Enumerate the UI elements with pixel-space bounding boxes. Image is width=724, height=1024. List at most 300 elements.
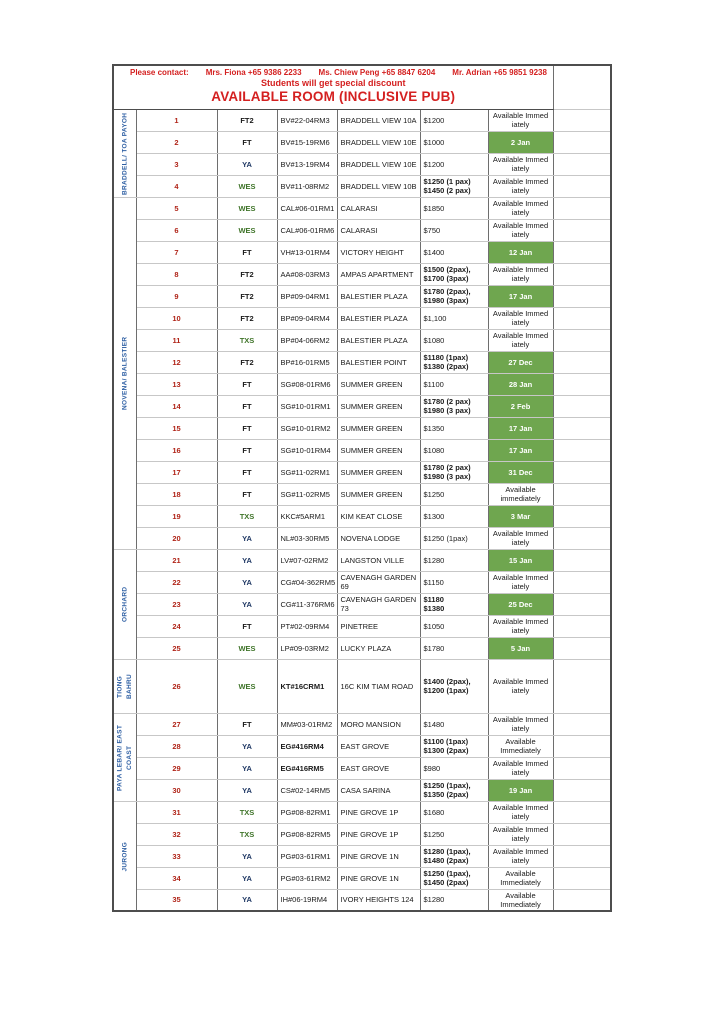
availability-date: 5 Jan (488, 637, 553, 659)
region-label-cell (113, 109, 136, 197)
property-name: BALESTIER PLAZA (337, 285, 420, 307)
table-row (113, 241, 611, 263)
unit-code: SG#11-02RM5 (277, 483, 337, 505)
unit-code: SG#10-01RM4 (277, 439, 337, 461)
availability-line: Available (505, 485, 536, 494)
row-number: 25 (136, 637, 217, 659)
empty-cell (553, 197, 611, 219)
room-type: FT (217, 395, 277, 417)
price (420, 637, 488, 659)
empty-cell (553, 757, 611, 779)
row-number: 20 (136, 527, 217, 549)
region-section (113, 801, 611, 911)
property-name: EAST GROVE (337, 735, 420, 757)
price-line: $1250 (1pax), (423, 869, 471, 878)
availability-date: 3 Mar (488, 505, 553, 527)
availability-line: Available Immed (492, 177, 549, 186)
table-row (113, 823, 611, 845)
price (420, 153, 488, 175)
unit-code: LV#07-02RM2 (277, 549, 337, 571)
region-section (113, 659, 611, 713)
room-type: YA (217, 735, 277, 757)
empty-cell (553, 439, 611, 461)
discount-subtitle: Students will get special discount (260, 78, 406, 88)
room-type: FT (217, 615, 277, 637)
price-line: $750 (423, 225, 441, 235)
availability-date: 31 Dec (488, 461, 553, 483)
price (420, 889, 488, 911)
room-type: WES (217, 197, 277, 219)
availability-sheet (112, 64, 610, 912)
region-label: NOVENA/ BALESTIER (121, 336, 129, 410)
table-row (113, 735, 611, 757)
availability (488, 845, 553, 867)
unit-code: CG#11-376RM6 (277, 593, 337, 615)
price-line: $1250 (423, 829, 445, 839)
row-number: 31 (136, 801, 217, 823)
property-name: SUMMER GREEN (337, 395, 420, 417)
room-type: YA (217, 889, 277, 911)
property-name: SUMMER GREEN (337, 483, 420, 505)
price-line: $1250 (1pax) (423, 533, 468, 543)
price (420, 845, 488, 867)
row-number: 21 (136, 549, 217, 571)
empty-cell (553, 571, 611, 593)
availability-line: immediately (500, 494, 541, 503)
row-number: 3 (136, 153, 217, 175)
empty-cell (553, 801, 611, 823)
empty-cell (553, 823, 611, 845)
price-line: $980 (423, 763, 441, 773)
property-name: AMPAS APARTMENT (337, 263, 420, 285)
row-number: 18 (136, 483, 217, 505)
row-number: 10 (136, 307, 217, 329)
room-type: FT (217, 483, 277, 505)
price-line: $1050 (423, 621, 445, 631)
table-row (113, 461, 611, 483)
price (420, 867, 488, 889)
availability-line: iately (511, 768, 530, 777)
row-number: 32 (136, 823, 217, 845)
price-line: $1400 (423, 247, 445, 257)
room-type: YA (217, 593, 277, 615)
unit-code: BV#22-04RM3 (277, 109, 337, 131)
price-line: $1380 (2pax) (423, 362, 469, 371)
price-line: $1,100 (423, 313, 447, 323)
price (420, 417, 488, 439)
unit-code: SG#11-02RM1 (277, 461, 337, 483)
price (420, 461, 488, 483)
empty-cell (553, 373, 611, 395)
room-type: FT (217, 417, 277, 439)
room-type: YA (217, 571, 277, 593)
empty-cell (553, 417, 611, 439)
availability (488, 307, 553, 329)
property-name: PINETREE (337, 615, 420, 637)
availability-line: Available (505, 890, 536, 900)
room-type: YA (217, 867, 277, 889)
room-type: WES (217, 637, 277, 659)
availability-line: iately (511, 686, 530, 695)
availability (488, 483, 553, 505)
unit-code: BP#09-04RM1 (277, 285, 337, 307)
availability-line: Available Immed (492, 759, 549, 768)
unit-code: EG#416RM5 (277, 757, 337, 779)
availability-line: Available Immed (492, 199, 549, 208)
availability (488, 801, 553, 823)
empty-cell (553, 735, 611, 757)
region-label: BRADDELL/ TOA PAYOH (121, 111, 129, 195)
empty-cell (553, 527, 611, 549)
price (420, 593, 488, 615)
table-row (113, 351, 611, 373)
price (420, 439, 488, 461)
empty-cell (553, 219, 611, 241)
empty-cell (553, 395, 611, 417)
property-name: BRADDELL VIEW 10B (337, 175, 420, 197)
availability (488, 713, 553, 735)
row-number: 8 (136, 263, 217, 285)
property-name: CASA SARINA (337, 779, 420, 801)
room-type: TXS (217, 801, 277, 823)
property-name: BRADDELL VIEW 10E (337, 131, 420, 153)
price-line: $1850 (423, 203, 445, 213)
availability-date: 12 Jan (488, 241, 553, 263)
price-line: $1200 (1pax) (423, 686, 469, 695)
availability (488, 219, 553, 241)
availability-line: Immediately (500, 899, 541, 909)
region-label: JURONG (121, 840, 129, 871)
room-type: FT (217, 241, 277, 263)
empty-cell (553, 779, 611, 801)
price (420, 329, 488, 351)
price (420, 713, 488, 735)
availability-line: Available Immed (492, 715, 549, 724)
row-number: 19 (136, 505, 217, 527)
property-name: SUMMER GREEN (337, 439, 420, 461)
region-section (113, 549, 611, 659)
unit-code: PG#03-61RM2 (277, 867, 337, 889)
unit-code: BP#16-01RM5 (277, 351, 337, 373)
price-line: $1300 (423, 511, 445, 521)
availability-line: Available Immed (492, 309, 549, 318)
availability-line: Available Immed (492, 221, 549, 230)
price (420, 659, 488, 713)
availability (488, 109, 553, 131)
unit-code: MM#03-01RM2 (277, 713, 337, 735)
availability-line: Available Immed (492, 825, 549, 834)
row-number: 16 (136, 439, 217, 461)
availability-line: Available Immed (492, 617, 549, 626)
contact-line (114, 68, 553, 77)
property-name: KIM KEAT CLOSE (337, 505, 420, 527)
property-name: LUCKY PLAZA (337, 637, 420, 659)
region-label-cell (113, 801, 136, 911)
property-name: EAST GROVE (337, 757, 420, 779)
property-name: BRADDELL VIEW 10A (337, 109, 420, 131)
available-rooms-table (112, 64, 612, 912)
empty-cell (553, 241, 611, 263)
empty-cell (553, 615, 611, 637)
price (420, 175, 488, 197)
unit-code: PT#02-09RM4 (277, 615, 337, 637)
region-label-cell (113, 659, 136, 713)
row-number: 6 (136, 219, 217, 241)
price-line: $1280 (423, 555, 445, 565)
property-name: CALARASI (337, 219, 420, 241)
table-row (113, 637, 611, 659)
availability-line: iately (511, 812, 530, 821)
price (420, 757, 488, 779)
price (420, 615, 488, 637)
empty-cell (553, 713, 611, 735)
property-name: 16C KIM TIAM ROAD (337, 659, 420, 713)
price-line: $1280 (423, 895, 445, 905)
unit-code: SG#08-01RM6 (277, 373, 337, 395)
price-line: $1480 (423, 719, 445, 729)
price-line: $1200 (423, 159, 445, 169)
contact-chiew-peng: Ms. Chiew Peng +65 8847 6204 (318, 68, 436, 77)
availability-line: Available Immed (492, 111, 549, 120)
unit-code: EG#416RM4 (277, 735, 337, 757)
price-line: $1400 (2pax), (423, 677, 471, 686)
availability-line: Available Immed (492, 155, 549, 164)
table-row (113, 153, 611, 175)
availability (488, 867, 553, 889)
contact-fiona: Mrs. Fiona +65 9386 2233 (205, 68, 302, 77)
unit-code: LP#09-03RM2 (277, 637, 337, 659)
price-line: $1980 (3 pax) (423, 472, 471, 481)
availability-line: Available Immed (492, 803, 549, 812)
price (420, 131, 488, 153)
room-type: WES (217, 219, 277, 241)
price-line: $1180 (1pax) (423, 353, 469, 362)
table-row (113, 659, 611, 713)
table-row (113, 263, 611, 285)
region-section (113, 197, 611, 549)
property-name: CALARASI (337, 197, 420, 219)
price (420, 109, 488, 131)
table-row (113, 395, 611, 417)
availability (488, 263, 553, 285)
region-label-cell (113, 197, 136, 549)
empty-cell (553, 263, 611, 285)
row-number: 33 (136, 845, 217, 867)
price-line: $1350 (2pax) (423, 790, 469, 799)
row-number: 5 (136, 197, 217, 219)
row-number: 26 (136, 659, 217, 713)
availability-line: iately (511, 538, 530, 547)
availability-date: 27 Dec (488, 351, 553, 373)
price-line: $1080 (423, 445, 445, 455)
availability (488, 615, 553, 637)
property-name: PINE GROVE 1N (337, 867, 420, 889)
table-row (113, 131, 611, 153)
property-name: VICTORY HEIGHT (337, 241, 420, 263)
empty-cell (553, 109, 611, 131)
room-type: WES (217, 659, 277, 713)
unit-code: CAL#06-01RM1 (277, 197, 337, 219)
region-label-cell (113, 713, 136, 801)
table-row (113, 549, 611, 571)
empty-cell (553, 659, 611, 713)
availability-line: iately (511, 120, 530, 129)
availability-line: iately (511, 186, 530, 195)
empty-cell (553, 637, 611, 659)
row-number: 27 (136, 713, 217, 735)
room-type: TXS (217, 823, 277, 845)
property-name: PINE GROVE 1N (337, 845, 420, 867)
price-line: $1200 (423, 115, 445, 125)
unit-code: CAL#06-01RM6 (277, 219, 337, 241)
price-line: $1780 (2 pax) (423, 397, 471, 406)
room-type: FT2 (217, 307, 277, 329)
availability (488, 889, 553, 911)
row-number: 15 (136, 417, 217, 439)
availability-date: 17 Jan (488, 285, 553, 307)
empty-cell (553, 285, 611, 307)
unit-code: VH#13-01RM4 (277, 241, 337, 263)
price-line: $1480 (2pax) (423, 856, 469, 865)
availability-line: Available Immed (492, 331, 549, 340)
empty-cell (553, 65, 611, 109)
table-row (113, 373, 611, 395)
table-row (113, 439, 611, 461)
price-line: $1250 (1 pax) (423, 177, 471, 186)
row-number: 23 (136, 593, 217, 615)
table-row (113, 527, 611, 549)
contact-adrian: Mr. Adrian +65 9851 9238 (452, 68, 547, 77)
table-row (113, 615, 611, 637)
availability (488, 153, 553, 175)
property-name: MORO MANSION (337, 713, 420, 735)
availability (488, 571, 553, 593)
page-title: AVAILABLE ROOM (INCLUSIVE PUB) (211, 89, 456, 104)
price (420, 549, 488, 571)
empty-cell (553, 505, 611, 527)
property-name: LANGSTON VILLE (337, 549, 420, 571)
table-row (113, 417, 611, 439)
availability-line: Available Immed (492, 265, 549, 274)
price-line: $1000 (423, 137, 445, 147)
price-line: $1380 (423, 604, 445, 613)
table-row (113, 571, 611, 593)
availability-date: 19 Jan (488, 779, 553, 801)
table-row (113, 175, 611, 197)
price-line: $1250 (423, 489, 445, 499)
table-row (113, 593, 611, 615)
availability-line: Immediately (500, 746, 541, 755)
price-line: $1980 (3 pax) (423, 406, 471, 415)
table-row (113, 845, 611, 867)
row-number: 35 (136, 889, 217, 911)
room-type: FT2 (217, 285, 277, 307)
table-row (113, 779, 611, 801)
room-type: FT2 (217, 263, 277, 285)
availability-line: iately (511, 834, 530, 843)
empty-cell (553, 175, 611, 197)
empty-cell (553, 307, 611, 329)
unit-code: PG#03-61RM1 (277, 845, 337, 867)
price (420, 285, 488, 307)
price-line: $1450 (2 pax) (423, 186, 471, 195)
price-line: $1500 (2pax), (423, 265, 471, 274)
availability-line: Available Immed (492, 573, 549, 582)
region-label-cell (113, 549, 136, 659)
row-number: 17 (136, 461, 217, 483)
room-type: YA (217, 757, 277, 779)
price (420, 263, 488, 285)
room-type: YA (217, 549, 277, 571)
table-row (113, 801, 611, 823)
region-section (113, 713, 611, 801)
availability-line: Immediately (500, 878, 541, 887)
availability (488, 823, 553, 845)
row-number: 14 (136, 395, 217, 417)
room-type: FT (217, 439, 277, 461)
price-line: $1680 (423, 807, 445, 817)
property-name: SUMMER GREEN (337, 373, 420, 395)
property-name: SUMMER GREEN (337, 417, 420, 439)
row-number: 2 (136, 131, 217, 153)
availability-date: 15 Jan (488, 549, 553, 571)
property-name: PINE GROVE 1P (337, 801, 420, 823)
price (420, 373, 488, 395)
price (420, 395, 488, 417)
table-row (113, 109, 611, 131)
room-type: TXS (217, 329, 277, 351)
row-number: 24 (136, 615, 217, 637)
contact-label: Please contact: (130, 68, 189, 77)
empty-cell (553, 131, 611, 153)
availability-line: iately (511, 724, 530, 733)
room-type: YA (217, 779, 277, 801)
price-line: $1250 (1pax), (423, 781, 471, 790)
availability (488, 659, 553, 713)
availability-line: Available (505, 869, 536, 878)
room-type: TXS (217, 505, 277, 527)
price-line: $1780 (2 pax) (423, 463, 471, 472)
price (420, 483, 488, 505)
availability-line: Available (505, 737, 536, 746)
availability-line: Available Immed (492, 847, 549, 856)
property-name: BRADDELL VIEW 10E (337, 153, 420, 175)
price-line: $1100 (1pax) (423, 737, 469, 746)
availability (488, 527, 553, 549)
header-row (113, 65, 611, 109)
price-line: $1350 (423, 423, 445, 433)
table-row (113, 505, 611, 527)
price (420, 219, 488, 241)
property-name: BALESTIER PLAZA (337, 329, 420, 351)
availability (488, 735, 553, 757)
property-name: NOVENA LODGE (337, 527, 420, 549)
row-number: 1 (136, 109, 217, 131)
availability-date: 2 Jan (488, 131, 553, 153)
availability-line: iately (511, 582, 530, 591)
price-line: $1700 (3pax) (423, 274, 469, 283)
region-label: ORCHARD (121, 586, 129, 622)
unit-code: NL#03-30RM5 (277, 527, 337, 549)
table-row (113, 307, 611, 329)
price (420, 779, 488, 801)
header-block (113, 65, 553, 109)
row-number: 28 (136, 735, 217, 757)
price (420, 571, 488, 593)
room-type: FT (217, 131, 277, 153)
availability-date: 17 Jan (488, 439, 553, 461)
unit-code: BV#11-08RM2 (277, 175, 337, 197)
